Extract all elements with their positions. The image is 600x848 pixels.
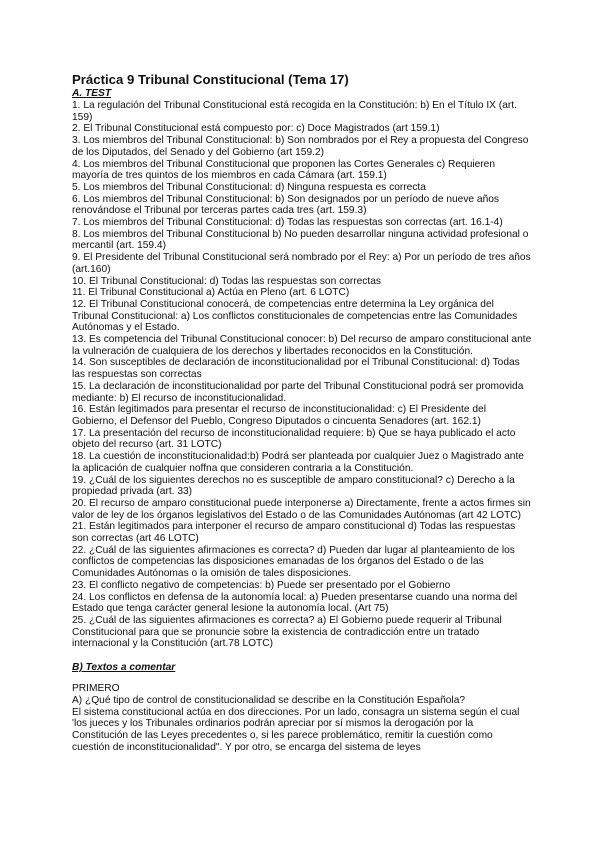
list-item: 13. Es competencia del Tribunal Constitucional conocer: b) Del recurso de amparo constitucional ante la vulneración de cualquiera de los derechos y libertades reconocidos en la Constitución. [72, 334, 532, 357]
list-item: 23. El conflicto negativo de competencias: b) Puede ser presentado por el Gobierno [72, 579, 451, 591]
section-a-heading: A. TEST [72, 88, 112, 99]
list-item: 15. La declaración de inconstitucionalidad por parte del Tribunal Constitucional podrá ser promovida mediante: b) El recurso de inconstitucionalidad. [72, 380, 524, 404]
list-item: 8. Los miembros del Tribunal Constitucional b) No pueden desarrollar ninguna actividad profesional o mercantil (art. 159.4) [72, 228, 529, 252]
list-item: 11. El Tribunal Constitucional a) Actúa en Pleno (art. 6 LOTC) [72, 287, 350, 299]
list-item: 22. ¿Cuál de las siguientes afirmaciones es correcta? d) Pueden dar lugar al planteamiento de los conflictos de competencias las disposiciones emanadas de los órganos del Estado o de las Comunidades Autónomas o la omisión de tales disposiciones. [72, 544, 515, 580]
list-item: 17. La presentación del recurso de inconstitucionalidad requiere: b) Que se haya publicado el acto objeto del recurso (art. 31 LOTC) [72, 427, 516, 451]
text-paragraph: El sistema constitucional actúa en dos direcciones. Por un lado, consagra un sistema según el cual 'los jueces y los Tribunales ordinarios podrán apreciar por sí mismos la derogación por la Constitución de las Leyes precedentes o, si les parece problemático, remitir la cuestión como cuestión de inconstitucionalidad". Y por otro, se encarga del sistema de leyes [72, 706, 520, 753]
list-item: 2. El Tribunal Constitucional está compuesto por: c) Doce Magistrados (art 159.1) [72, 123, 440, 135]
list-item: 18. La cuestión de inconstitucionalidad:b) Podrá ser planteada por cualquier Juez o Magistrado ante la aplicación de cualquier noffna que consideren contraria a la Constitución. [72, 451, 524, 474]
list-item: 7. Los miembros del Tribunal Constitucional: d) Todas las respuestas son correctas (art. 16.1-4) [72, 217, 503, 229]
list-item: 6. Los miembros del Tribunal Constitucional: b) Son designados por un período de nueve años renovándose el Tribunal por terceras partes cada tres (art. 159.3) [72, 193, 500, 217]
list-item: 14. Son susceptibles de declaración de inconstitucionalidad por el Tribunal Constitucional: d) Todas las respuestas son correctas [72, 357, 520, 381]
list-item: 9. El Presidente del Tribunal Constitucional será nombrado por el Rey: a) Por un período de tres años (art.160) [72, 252, 531, 275]
list-item: 24. Los conflictos en defensa de la autonomía local: a) Pueden presentarse cuando una norma del Estado que tenga carácter general lesione la autonomía local. (Art 75) [72, 591, 518, 615]
list-item: 3. Los miembros del Tribunal Constitucional: b) Son nombrados por el Rey a propuesta del Congreso de los Diputados, del Senado y del Gobierno (art 159.2) [72, 135, 529, 158]
list-item: 10. El Tribunal Constitucional: d) Todas las respuestas son correctas [72, 275, 381, 287]
list-item: 1. La regulación del Tribunal Constitucional está recogida en la Constitución: b) En el Título IX (art. 159) [72, 100, 517, 123]
question-paragraph: A) ¿Qué tipo de control de constitucionalidad se describe en la Constitución Española? [72, 695, 466, 707]
list-item: 21. Están legitimados para interponer el recurso de amparo constitucional d) Todas las respuestas son correctas (art 46 LOTC) [72, 521, 516, 545]
list-item: 12. El Tribunal Constitucional conocerá, de competencias entre determina la Ley orgánica del Tribunal Constitucional: a) Los conflictos constitucionales de competencias entre las Comunidades Autónomas y el Estado. [72, 298, 518, 334]
page-title: Práctica 9 Tribunal Constitucional (Tema 17) [72, 72, 349, 87]
section-b-heading: B) Textos a comentar [72, 662, 176, 674]
list-item: 16. Están legitimados para presentar el recurso de inconstitucionalidad: c) El Presidente del Gobierno, el Defensor del Pueblo, Congreso Diputados o cincuenta Senadores (art. 162.1) [72, 404, 486, 427]
list-item: 25. ¿Cuál de las siguientes afirmaciones es correcta? a) El Gobierno puede requerir al Tribunal Constitucional para que se pronuncie sobre la existencia de contradicción entre un tratado internacional y la Constitución (art.78 LOTC) [72, 614, 502, 650]
list-item: 19. ¿Cuál de los siguientes derechos no es susceptible de amparo constitucional? c) Derecho a la propiedad privada (art. 33) [72, 474, 515, 498]
subsection-label: PRIMERO [72, 683, 120, 695]
list-item: 4. Los miembros del Tribunal Constitucional que proponen las Cortes Generales c) Requieren mayoría de tres quintos de los miembros en cada Cámara (art. 159.1) [72, 158, 496, 182]
document-content [72, 72, 532, 754]
list-item: 5. Los miembros del Tribunal Constitucional: d) Ninguna respuesta es correcta [72, 181, 426, 193]
list-item: 20. El recurso de amparo constitucional puede interponerse a) Directamente, frente a actos firmes sin valor de ley de los órganos legislativos del Estado o de las Comunidades Autónomas (art 42 LOTC) [72, 497, 531, 521]
test-answer-list [72, 100, 532, 650]
